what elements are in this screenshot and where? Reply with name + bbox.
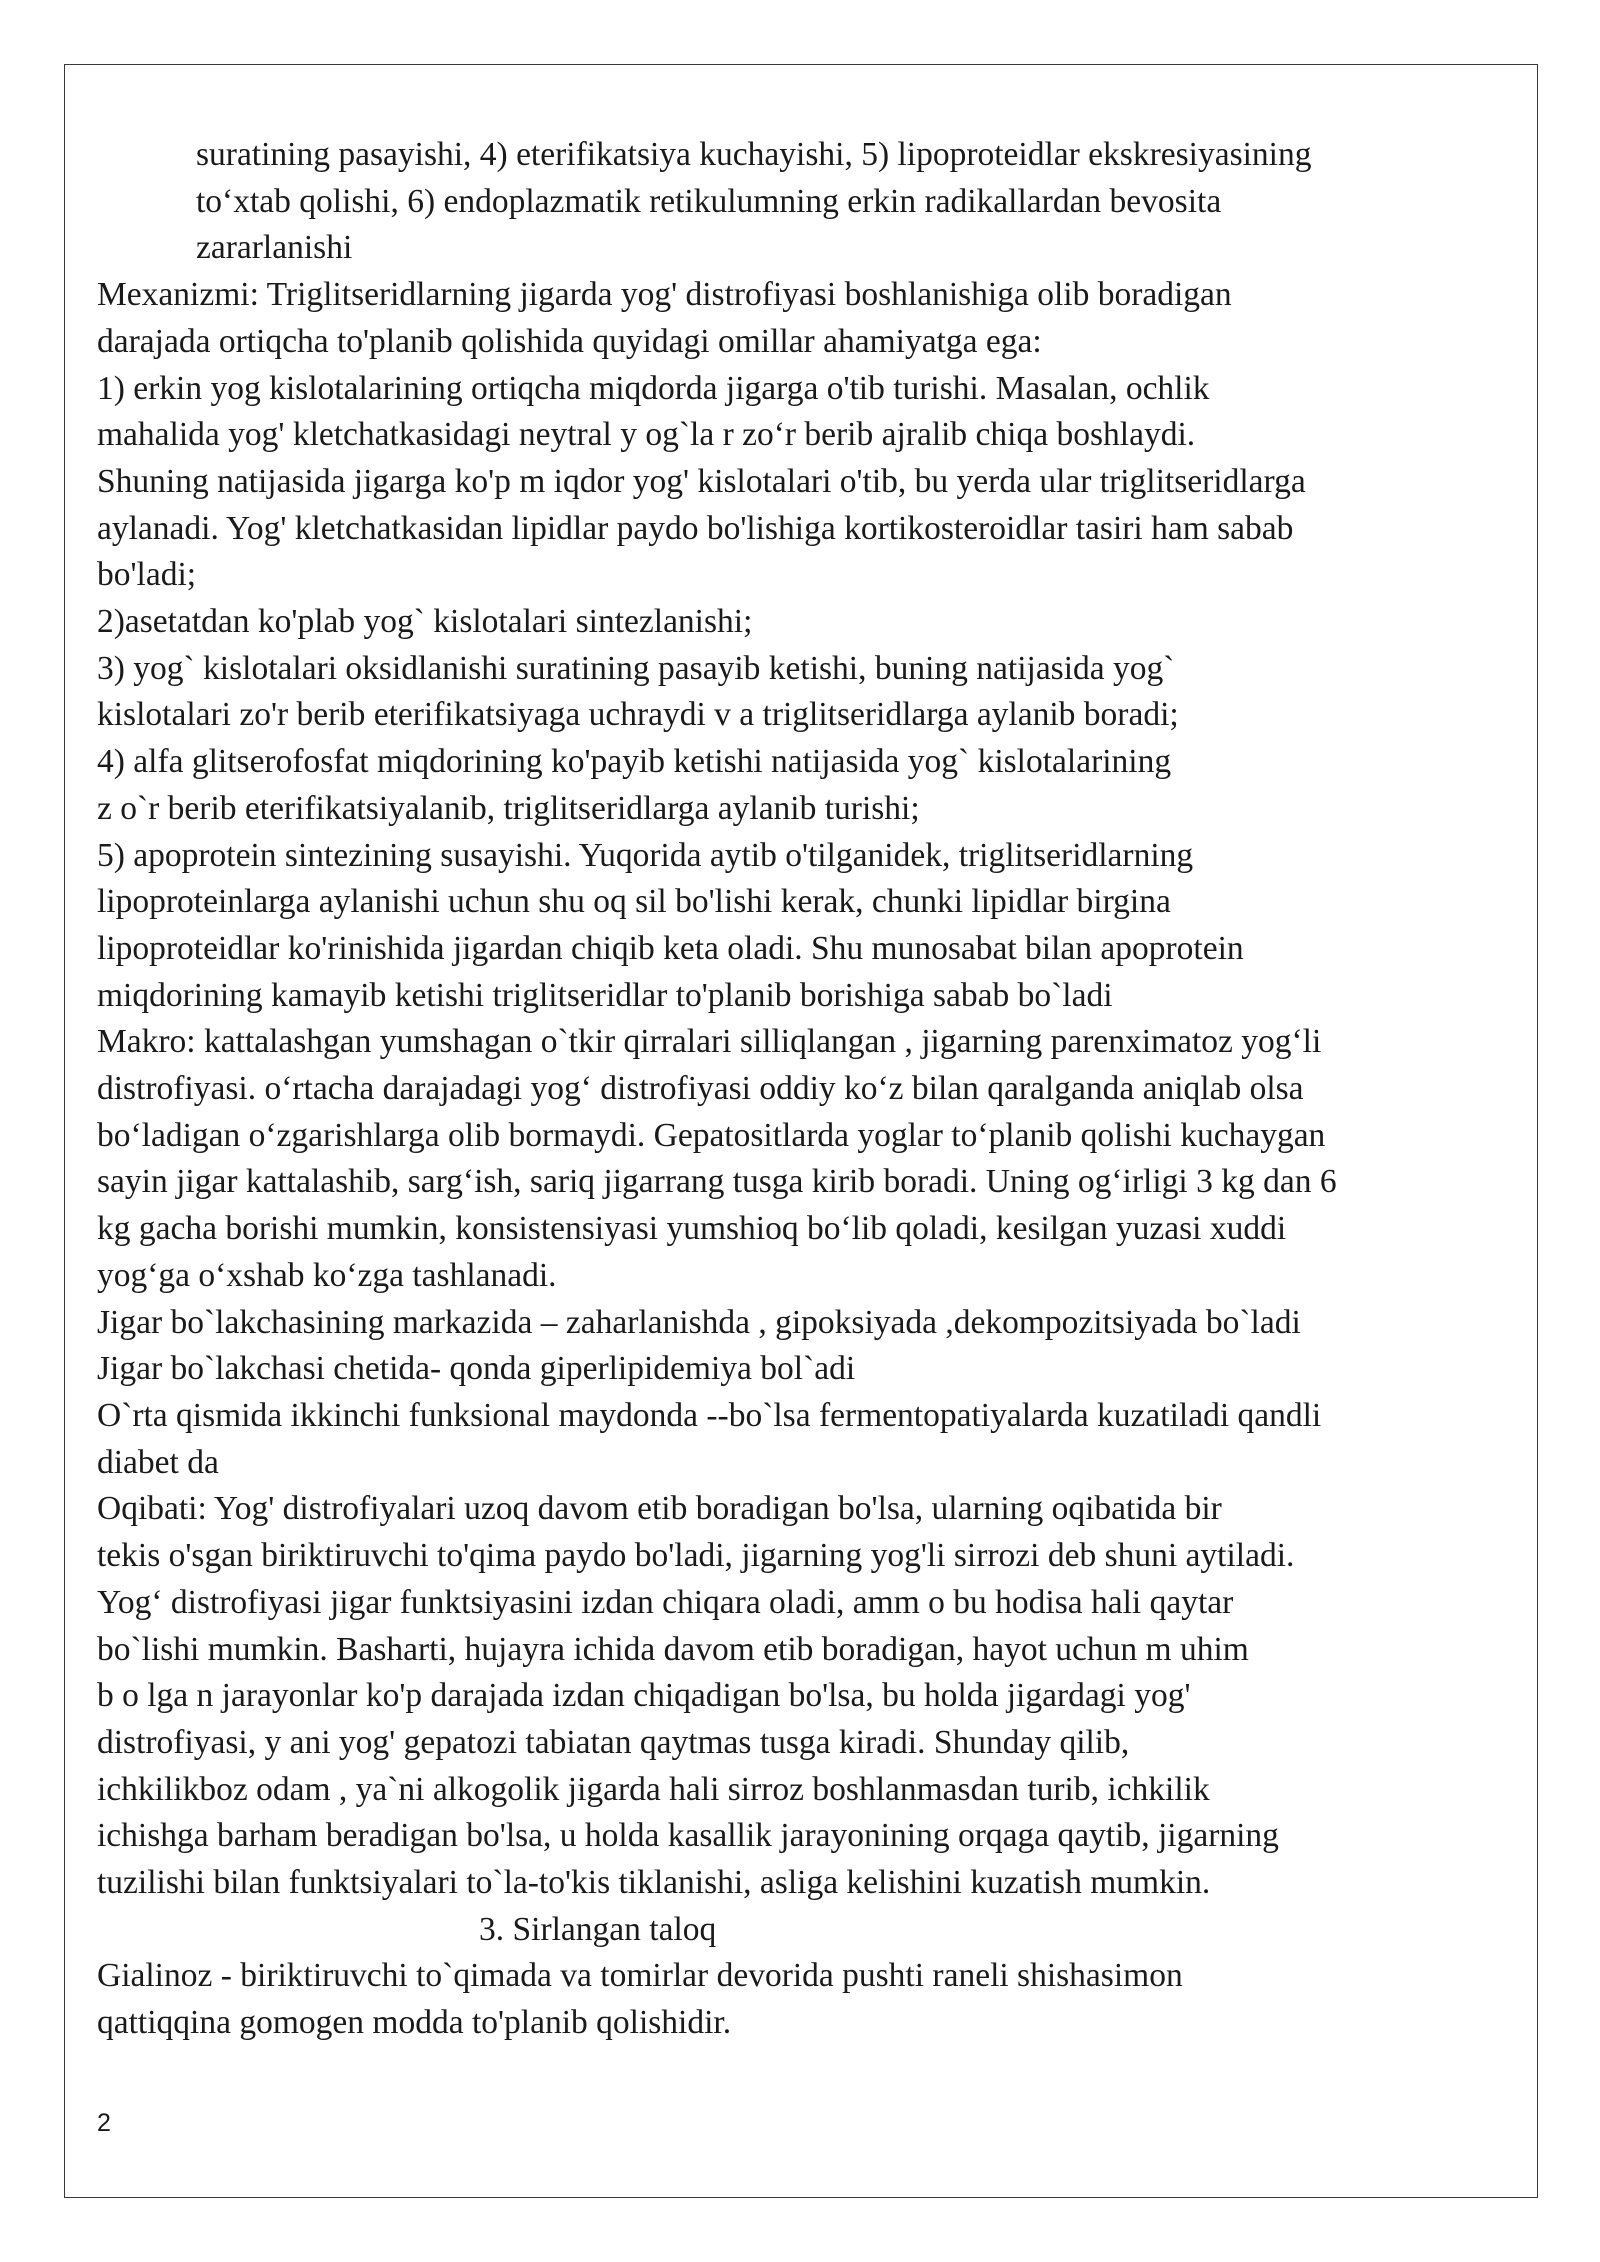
page-number: 2 <box>97 2109 111 2137</box>
text-line: mahalida yog' kletchatkasidagi neytral y og`la r zoʻr berib ajralib chiqa boshlaydi. <box>97 416 1196 454</box>
text-line: kg gacha borishi mumkin, konsistensiyasi yumshioq boʻlib qoladi, kesilgan yuzasi xuddi <box>97 1210 1287 1248</box>
text-line: suratining pasayishi, 4) eterifikatsiya kuchayishi, 5) lipoproteidlar ekskresiyasining <box>196 136 1312 173</box>
text-line: 5) apoprotein sintezining susayishi. Yuqorida aytib o'tilganidek, triglitseridlarning <box>97 836 1194 874</box>
text-line: bo`lishi mumkin. Basharti, hujayra ichida davom etib boradigan, hayot uchun m uhim <box>97 1630 1249 1668</box>
text-line: zararlanishi <box>196 229 353 267</box>
text-line: darajada ortiqcha to'planib qolishida quyidagi omillar ahamiyatga ega: <box>97 322 1042 360</box>
text-line: sayin jigar kattalashib, sargʻish, sariq jigarrang tusga kirib boradi. Uning ogʻirligi 3 kg dan 6 <box>97 1163 1337 1201</box>
text-line: ichkilikboz odam , ya`ni alkogolik jigarda hali sirroz boshlanmasdan turib, ichkilik <box>97 1770 1210 1808</box>
text-line: boʻladigan oʻzgarishlarga olib bormaydi. Gepatositlarda yoglar toʻplanib qolishi kuchaygan <box>97 1116 1326 1154</box>
text-line: Shuning natijasida jigarga ko'p m iqdor yog' kislotalari o'tib, bu yerda ular triglitseridlarga <box>97 462 1306 500</box>
text-line: 4) alfa glitserofosfat miqdorining ko'payib ketishi natijasida yog` kislotalarining <box>97 743 1172 781</box>
text-line: ichishga barham beradigan bo'lsa, u holda kasallik jarayonining orqaga qaytib, jigarning <box>97 1817 1279 1855</box>
text-line: kislotalari zo'r berib eterifikatsiyaga uchraydi v a triglitseridlarga aylanib boradi; <box>97 696 1179 734</box>
text-line: tuzilishi bilan funktsiyalari to`la-to'kis tiklanishi, asliga kelishini kuzatish mumkin. <box>97 1864 1211 1902</box>
text-line: Jigar bo`lakchasining markazida – zaharlanishda , gipoksiyada ,dekompozitsiyada bo`ladi <box>97 1303 1301 1341</box>
document-body <box>97 132 1507 2047</box>
text-line: b o lga n jarayonlar ko'p darajada izdan chiqadigan bo'lsa, bu holda jigardagi yog' <box>97 1677 1191 1715</box>
text-line: toʻxtab qolishi, 6) endoplazmatik retikulumning erkin radikallardan bevosita <box>196 182 1222 220</box>
section-heading: 3. Sirlangan taloq <box>479 1910 717 1948</box>
text-line: lipoproteinlarga aylanishi uchun shu oq sil bo'lishi kerak, chunki lipidlar birgina <box>97 883 1171 921</box>
text-line: Oqibati: Yog' distrofiyalari uzoq davom etib boradigan bo'lsa, ularning oqibatida bir <box>97 1490 1222 1528</box>
text-line: bo'ladi; <box>97 556 197 594</box>
text-line: qattiqqina gomogen modda to'planib qolishidir. <box>97 2004 732 2042</box>
text-line: 2)asetatdan ko'plab yog` kislotalari sintezlanishi; <box>97 603 753 641</box>
text-line: 1) erkin yog kislotalarining ortiqcha miqdorda jigarga o'tib turishi. Masalan, ochlik <box>97 369 1210 407</box>
text-line: miqdorining kamayib ketishi triglitseridlar to'planib borishiga sabab bo`ladi <box>97 976 1113 1014</box>
text-line: Yogʻ distrofiyasi jigar funktsiyasini izdan chiqara oladi, amm o bu hodisa hali qaytar <box>97 1583 1234 1621</box>
text-line: distrofiyasi, y ani yog' gepatozi tabiatan qaytmas tusga kiradi. Shunday qilib, <box>97 1723 1130 1761</box>
text-line: Gialinoz - biriktiruvchi to`qimada va tomirlar devorida pushti raneli shishasimon <box>97 1957 1183 1995</box>
text-line: aylanadi. Yog' kletchatkasidan lipidlar paydo bo'lishiga kortikosteroidlar tasiri ham sabab <box>97 509 1294 547</box>
text-line: tekis o'sgan biriktiruvchi to'qima paydo bo'ladi, jigarning yog'li sirrozi deb shuni aytiladi. <box>97 1537 1295 1575</box>
text-line: diabet da <box>97 1443 219 1481</box>
text-line: z o`r berib eterifikatsiyalanib, triglitseridlarga aylanib turishi; <box>97 789 920 827</box>
text-line: Jigar bo`lakchasi chetida- qonda giperlipidemiya bol`adi <box>97 1350 856 1388</box>
text-line: yogʻga oʻxshab koʻzga tashlanadi. <box>97 1256 557 1294</box>
text-line: 3) yog` kislotalari oksidlanishi suratining pasayib ketishi, buning natijasida yog` <box>97 649 1175 687</box>
text-line: Mexanizmi: Triglitseridlarning jigarda yog' distrofiyasi boshlanishiga olib boradigan <box>97 276 1232 314</box>
text-line: Makro: kattalashgan yumshagan o`tkir qirralari silliqlangan , jigarning parenximatoz yogʻli <box>97 1023 1322 1061</box>
text-line: O`rta qismida ikkinchi funksional maydonda --bo`lsa fermentopatiyalarda kuzatiladi qandli <box>97 1396 1322 1434</box>
text-line: lipoproteidlar ko'rinishida jigardan chiqib keta oladi. Shu munosabat bilan apoprotein <box>97 929 1244 967</box>
text-line: distrofiyasi. oʻrtacha darajadagi yogʻ distrofiyasi oddiy koʻz bilan qaralganda aniqlab olsa <box>97 1070 1304 1108</box>
